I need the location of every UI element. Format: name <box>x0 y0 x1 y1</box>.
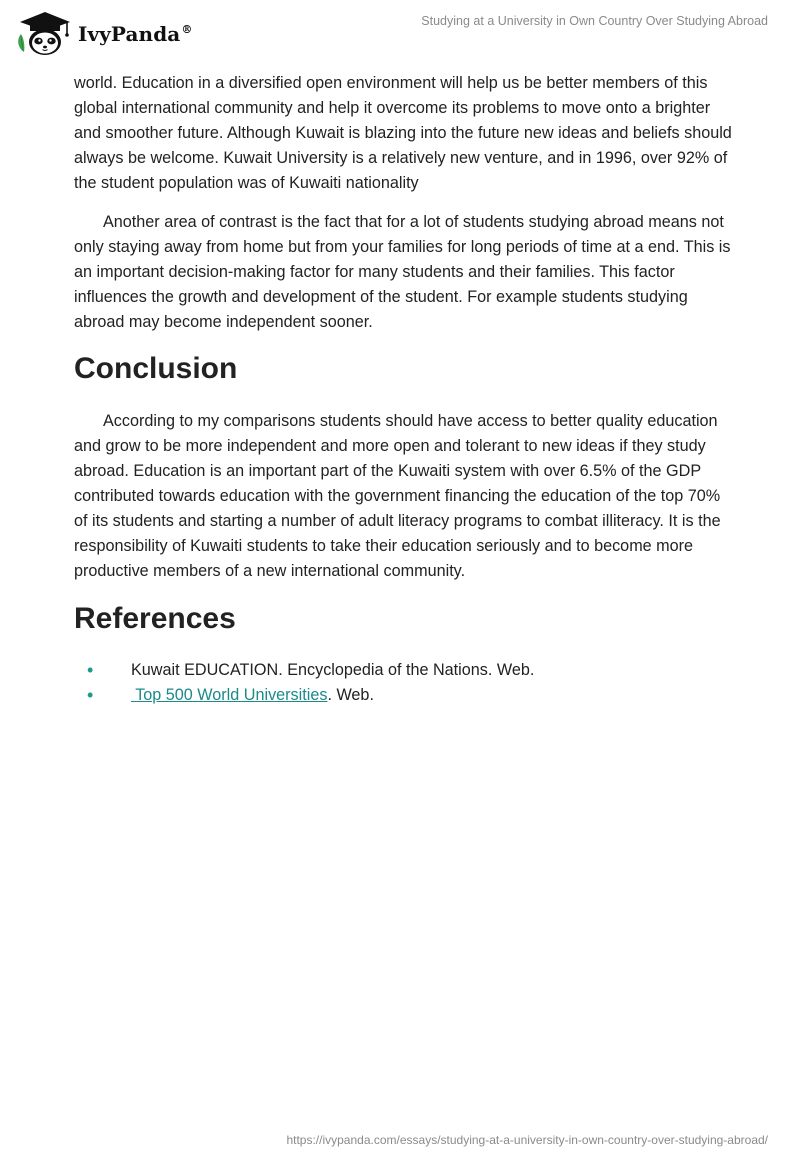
footer-url[interactable]: https://ivypanda.com/essays/studying-at-a-university-in-own-country-over-studying-abroad/ <box>286 1133 768 1147</box>
references-heading: References <box>74 602 236 635</box>
body-paragraph: Another area of contrast is the fact that for a lot of students studying abroad means not only staying away from home but from your families for long periods of time at a end. This is an important decision-making factor for many students and their families. This factor influences the growth and development of the student. For example students studying abroad may become independent sooner. <box>74 213 731 331</box>
bullet-icon: • <box>87 685 94 705</box>
reference-text: Kuwait EDUCATION. Encyclopedia of the Nations. Web. <box>131 661 535 679</box>
conclusion-paragraph: According to my comparisons students should have access to better quality education and grow to be more independent and more open and tolerant to new ideas if they study abroad. Education is an important part of the Kuwaiti system with over 6.5% of the GDP contributed towards education with the government financing the education of the top 70% of its students and starting a number of adult literacy programs to combat illiteracy. It is the responsibility of Kuwaiti students to take their education seriously and to become more productive members of a new international community. <box>74 412 721 580</box>
reference-item <box>74 683 734 708</box>
references-list <box>74 658 734 708</box>
essay-content <box>74 71 734 708</box>
reference-item <box>74 658 734 683</box>
reference-link[interactable]: Top 500 World Universities <box>131 686 328 704</box>
reference-suffix: . Web. <box>327 686 374 704</box>
page-header <box>0 0 800 64</box>
brand-name: IvyPanda® <box>78 22 193 46</box>
panda-graduation-cap-icon <box>14 8 76 58</box>
conclusion-heading: Conclusion <box>74 352 238 385</box>
brand-logo[interactable] <box>14 8 192 58</box>
document-title: Studying at a University in Own Country Over Studying Abroad <box>421 14 768 28</box>
body-paragraph: world. Education in a diversified open environment will help us be better members of this global international community and help it overcome its problems to move onto a brighter and smoother future. Although Kuwait is blazing into the future new ideas and beliefs should always be welcome. Kuwait University is a relatively new venture, and in 1996, over 92% of the student population was of Kuwaiti nationality <box>74 74 732 192</box>
registered-mark: ® <box>181 23 193 37</box>
bullet-icon: • <box>87 660 94 680</box>
